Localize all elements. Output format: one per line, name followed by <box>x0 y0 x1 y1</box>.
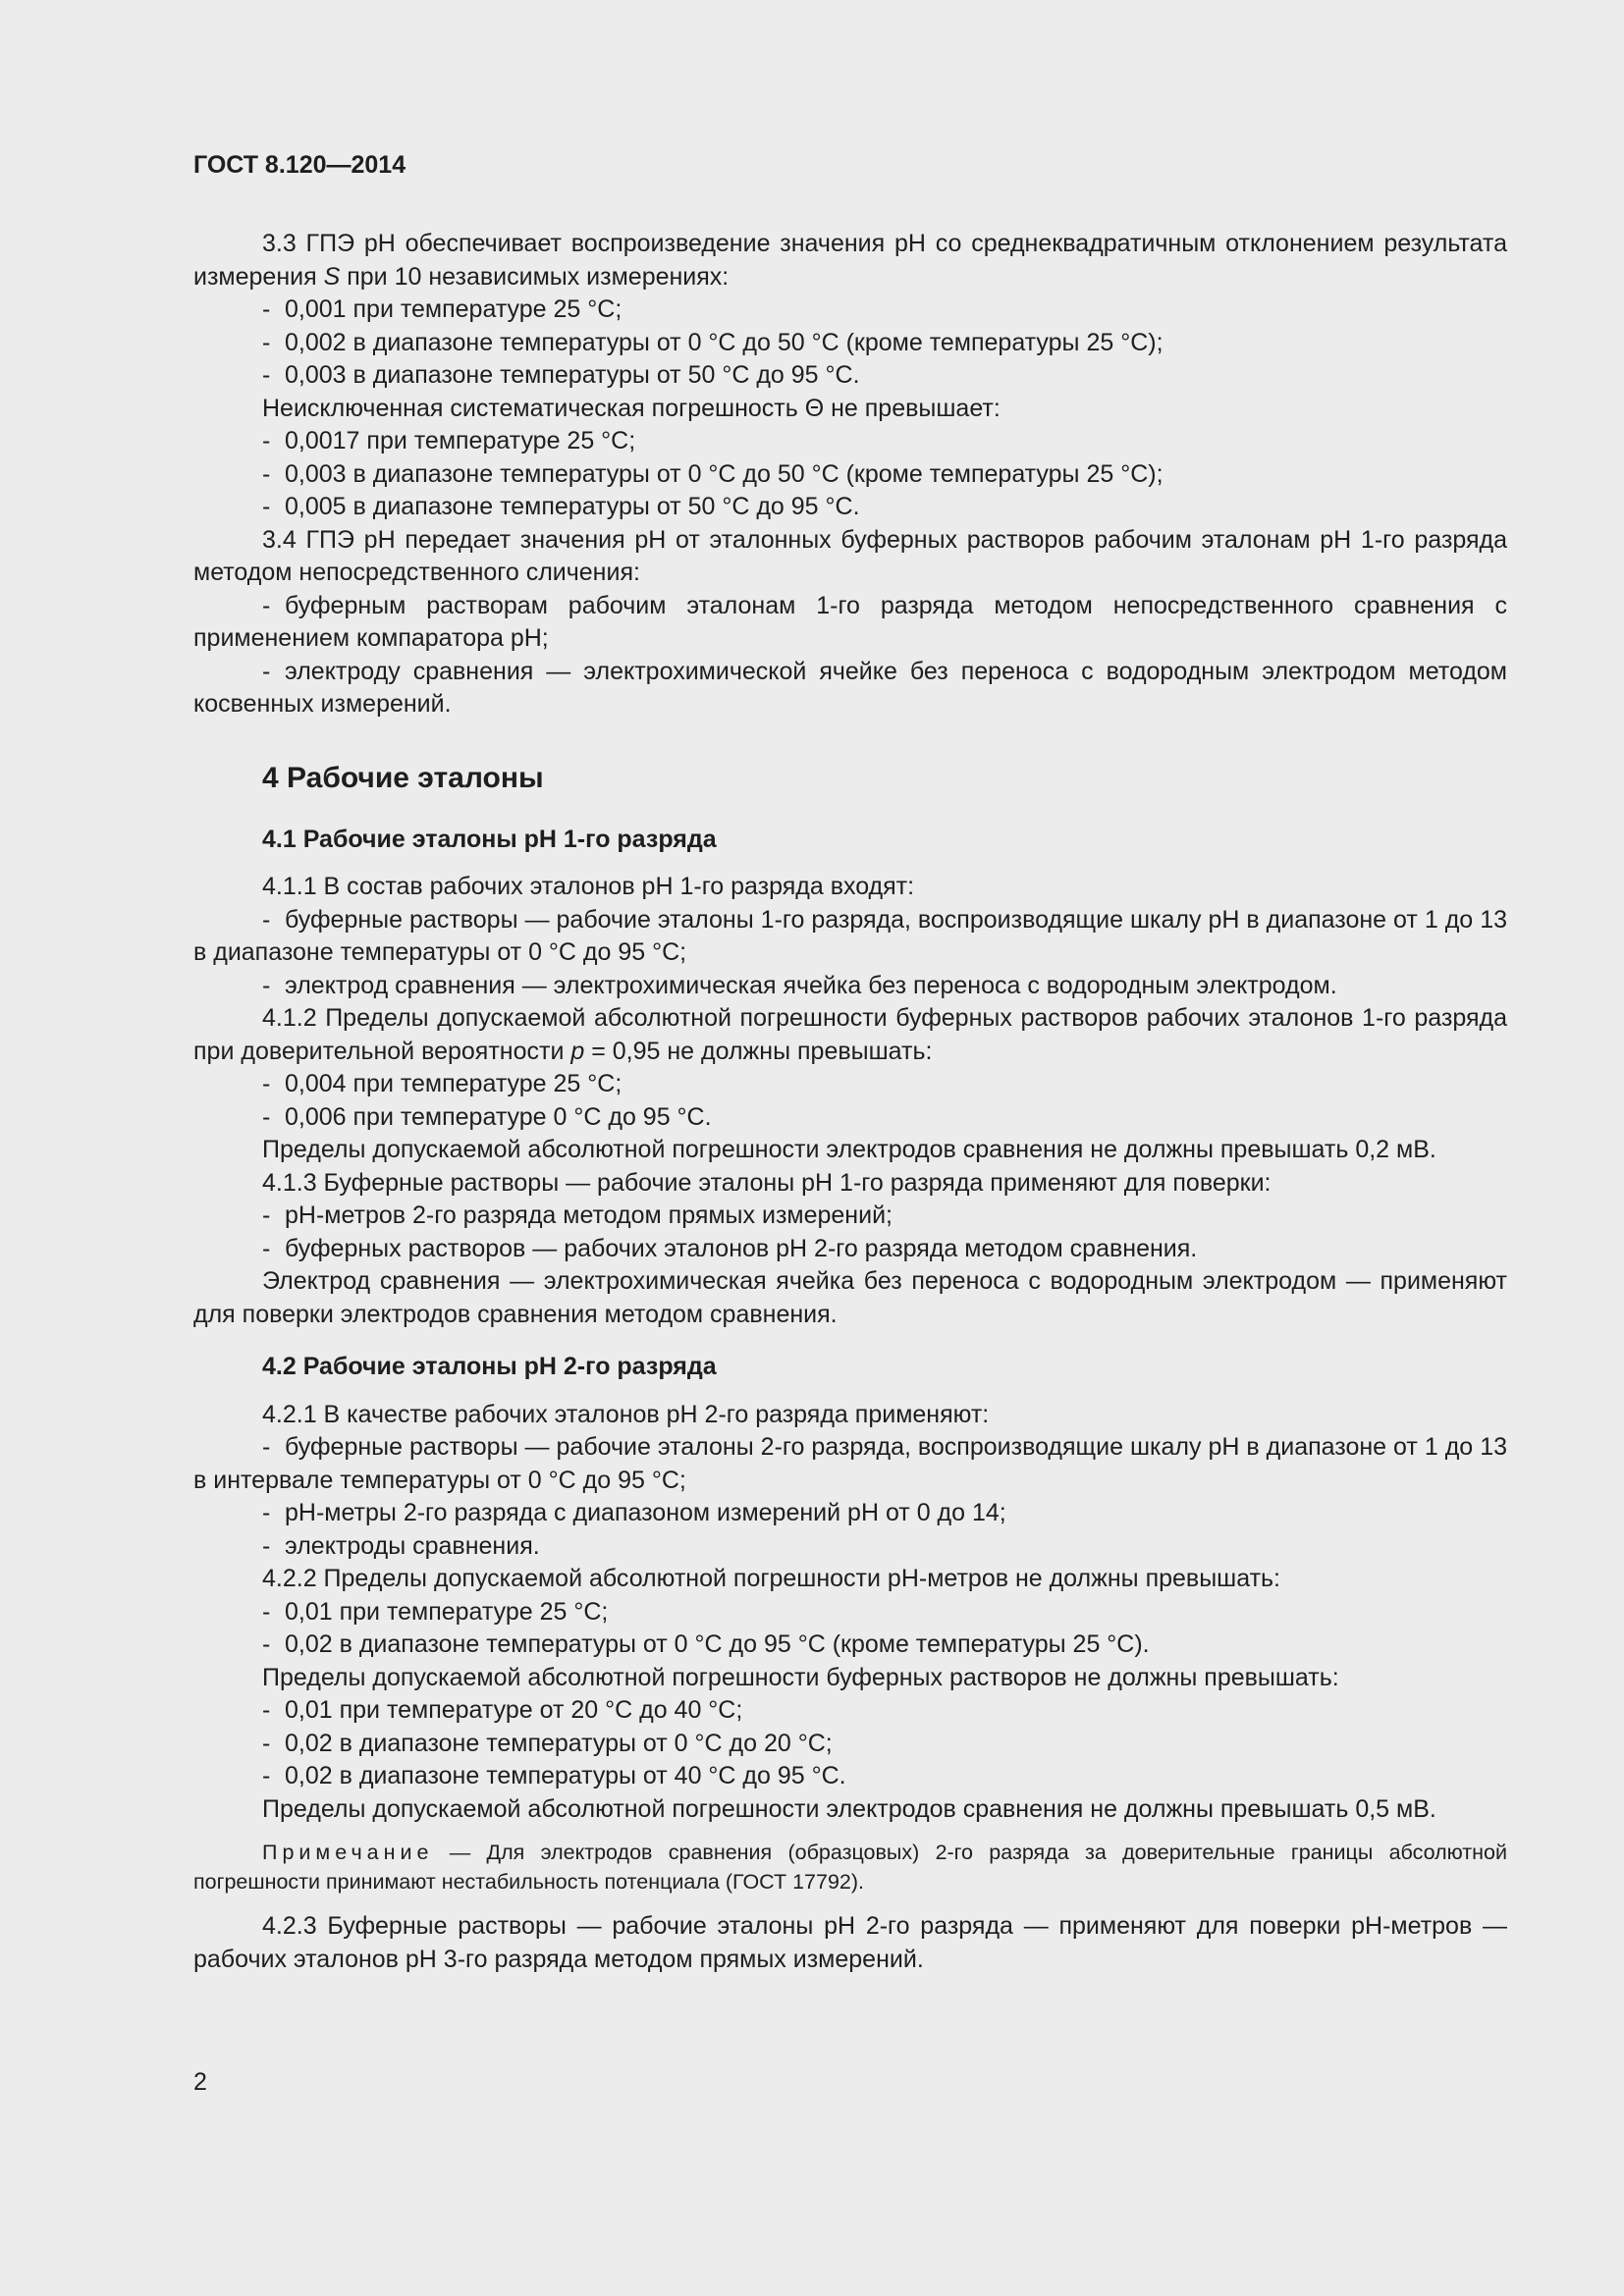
paragraph-3-3 <box>193 228 1507 294</box>
list-item: - 0,005 в диапазоне температуры от 50 °С до 95 °С. <box>262 493 860 520</box>
list-item: - 0,02 в диапазоне температуры от 0 °С до 95 °С (кроме температуры 25 °С). <box>262 1630 1150 1658</box>
symbol-p: р <box>570 1037 585 1065</box>
paragraph-4-1-1: 4.1.1 В состав рабочих эталонов pH 1-го разряда входят: <box>262 873 915 900</box>
list-item-text: буферным растворам рабочим эталонам 1-го разряда методом непосредственного сравнения с применением компаратора pH; <box>193 591 1507 652</box>
list-item-text: 0,02 в диапазоне температуры от 0 °С до 20 °С; <box>285 1729 833 1757</box>
note-text: — Для электродов сравнения (образцовых) 2-го разряда за доверительные границы абсолютной погрешности принимают нестабильность потенциала (ГОСТ 17792). <box>193 1841 1507 1894</box>
list-item: - буферным растворам рабочим эталонам 1-го разряда методом непосредственного сравнения с применением компаратора pH; <box>193 591 1507 652</box>
page-number: 2 <box>193 2068 207 2096</box>
list-item: - буферные растворы — рабочие эталоны 2-го разряда, воспроизводящие шкалу pH в диапазоне от 1 до 13 в интервале температуры от 0 °С до 95 °С; <box>193 1433 1507 1494</box>
list-item-text: 0,02 в диапазоне температуры от 40 °С до 95 °С. <box>285 1762 846 1789</box>
paragraph-4-1-2 <box>193 1002 1507 1068</box>
list-item: - электроду сравнения — электрохимической ячейке без переноса с водородным электродом методом косвенных измерений. <box>193 657 1507 718</box>
paragraph-4-2-2: 4.2.2 Пределы допускаемой абсолютной погрешности pH-метров не должны превышать: <box>262 1565 1280 1592</box>
electrode-limits-2: Пределы допускаемой абсолютной погрешности электродов сравнения не должны превышать 0,5 мВ. <box>262 1794 1436 1823</box>
list-item: - pH-метры 2-го разряда с диапазоном измерений pH от 0 до 14; <box>262 1499 1006 1526</box>
list-item-text: 0,0017 при температуре 25 °С; <box>285 427 636 454</box>
list-item-text: электрод сравнения — электрохимическая ячейка без переноса с водородным электродом. <box>285 971 1337 999</box>
list-item-text: буферные растворы — рабочие эталоны 2-го разряда, воспроизводящие шкалу pH в диапазоне от 1 до 13 в интервале температуры от 0 °С до 95 °С; <box>193 1433 1507 1494</box>
list-item-text: 0,002 в диапазоне температуры от 0 °С до 50 °С (кроме температуры 25 °С); <box>285 328 1164 356</box>
list-item: - 0,002 в диапазоне температуры от 0 °С до 50 °С (кроме температуры 25 °С); <box>262 328 1164 356</box>
paragraph-3-3-text-b: при 10 независимых измерениях: <box>340 262 730 291</box>
document-header: ГОСТ 8.120—2014 <box>193 151 406 179</box>
list-item-text: 0,02 в диапазоне температуры от 0 °С до 95 °С (кроме температуры 25 °С). <box>285 1630 1150 1658</box>
reference-electrode-text: Электрод сравнения — электрохимическая ячейка без переноса с водородным электродом — применяют для поверки электродов сравнения методом сравнения. <box>193 1267 1507 1328</box>
list-item: - электрод сравнения — электрохимическая ячейка без переноса с водородным электродом. <box>262 971 1337 999</box>
note-label: Примечание <box>262 1841 434 1864</box>
list-item: - pH-метров 2-го разряда методом прямых измерений; <box>262 1201 893 1229</box>
electrode-limits-1: Пределы допускаемой абсолютной погрешности электродов сравнения не должны превышать 0,2 мВ. <box>262 1136 1436 1163</box>
paragraph-4-1-3: 4.1.3 Буферные растворы — рабочие эталоны pH 1-го разряда применяют для поверки: <box>262 1168 1272 1197</box>
section-4-2-heading: 4.2 Рабочие эталоны pH 2-го разряда <box>262 1353 717 1380</box>
list-item: - буферных растворов — рабочих эталонов pH 2-го разряда методом сравнения. <box>262 1234 1198 1262</box>
list-item-text: электроды сравнения. <box>285 1531 540 1560</box>
list-item: - 0,02 в диапазоне температуры от 40 °С до 95 °С. <box>262 1762 846 1789</box>
list-item-text: 0,003 в диапазоне температуры от 0 °С до 50 °С (кроме температуры 25 °С); <box>285 459 1164 488</box>
list-item-text: pH-метров 2-го разряда методом прямых измерений; <box>285 1201 893 1229</box>
list-item-text: pH-метры 2-го разряда с диапазоном измерений pH от 0 до 14; <box>285 1499 1006 1526</box>
list-item: - 0,006 при температуре 0 °С до 95 °С. <box>262 1102 712 1131</box>
list-item-text: 0,004 при температуре 25 °С; <box>285 1070 623 1097</box>
list-item-text: 0,003 в диапазоне температуры от 50 °С до 95 °С. <box>285 361 860 389</box>
list-item: - 0,0017 при температуре 25 °С; <box>262 427 636 454</box>
list-item-text: 0,006 при температуре 0 °С до 95 °С. <box>285 1102 712 1131</box>
buffer-limits-intro: Пределы допускаемой абсолютной погрешности буферных растворов не должны превышать: <box>262 1663 1339 1691</box>
list-item-text: электроду сравнения — электрохимической ячейке без переноса с водородным электродом методом косвенных измерений. <box>193 657 1507 718</box>
list-item-text: 0,005 в диапазоне температуры от 50 °С до 95 °С. <box>285 493 860 520</box>
section-4-1-heading: 4.1 Рабочие эталоны pH 1-го разряда <box>262 825 717 853</box>
list-item-text: 0,01 при температуре от 20 °С до 40 °С; <box>285 1696 743 1724</box>
list-item: - 0,001 при температуре 25 °С; <box>262 295 623 323</box>
symbol-s: S <box>323 262 341 291</box>
list-item: - буферные растворы — рабочие эталоны 1-го разряда, воспроизводящие шкалу pH в диапазоне от 1 до 13 в диапазоне температуры от 0 °С до 95 °С; <box>193 905 1507 966</box>
paragraph-4-2-3: 4.2.3 Буферные растворы — рабочие эталоны pH 2-го разряда — применяют для поверки pH-метров — рабочих эталонов pH 3-го разряда методом прямых измерений. <box>193 1912 1507 1973</box>
list-item-text: 0,001 при температуре 25 °С; <box>285 295 623 323</box>
systematic-error-intro: Неисключенная систематическая погрешность Θ не превышает: <box>262 394 1001 422</box>
list-item: - 0,02 в диапазоне температуры от 0 °С до 20 °С; <box>262 1729 833 1757</box>
note <box>193 1838 1507 1896</box>
paragraph-3-3-text-a: 3.3 ГПЭ pH обеспечивает воспроизведение значения pH со среднеквадратичным отклонением результата измерения <box>193 230 1507 291</box>
document-page <box>193 145 1507 1976</box>
list-item: - 0,003 в диапазоне температуры от 0 °С до 50 °С (кроме температуры 25 °С); <box>262 459 1164 488</box>
list-item-text: буферных растворов — рабочих эталонов pH 2-го разряда методом сравнения. <box>285 1234 1198 1262</box>
list-item-text: 0,01 при температуре 25 °С; <box>285 1597 609 1626</box>
paragraph-4-1-2-text-b: = 0,95 не должны превышать: <box>584 1037 933 1065</box>
list-item: - электроды сравнения. <box>262 1531 540 1560</box>
paragraph-3-4: 3.4 ГПЭ pH передает значения pH от эталонных буферных растворов рабочим эталонам pH 1-го разряда методом непосредственного сличения: <box>193 525 1507 586</box>
paragraph-4-2-1: 4.2.1 В качестве рабочих эталонов pH 2-го разряда применяют: <box>262 1400 990 1428</box>
list-item: - 0,003 в диапазоне температуры от 50 °С до 95 °С. <box>262 361 860 389</box>
paragraph-4-1-2-text-a: 4.1.2 Пределы допускаемой абсолютной погрешности буферных растворов рабочих эталонов 1-го разряда при доверительной вероятности <box>193 1004 1507 1065</box>
section-4-heading: 4 Рабочие эталоны <box>262 761 544 794</box>
list-item: - 0,01 при температуре от 20 °С до 40 °С; <box>262 1696 743 1724</box>
list-item: - 0,004 при температуре 25 °С; <box>262 1070 623 1097</box>
list-item-text: буферные растворы — рабочие эталоны 1-го разряда, воспроизводящие шкалу pH в диапазоне от 1 до 13 в диапазоне температуры от 0 °С до 95 °С; <box>193 905 1507 966</box>
list-item: - 0,01 при температуре 25 °С; <box>262 1597 609 1626</box>
